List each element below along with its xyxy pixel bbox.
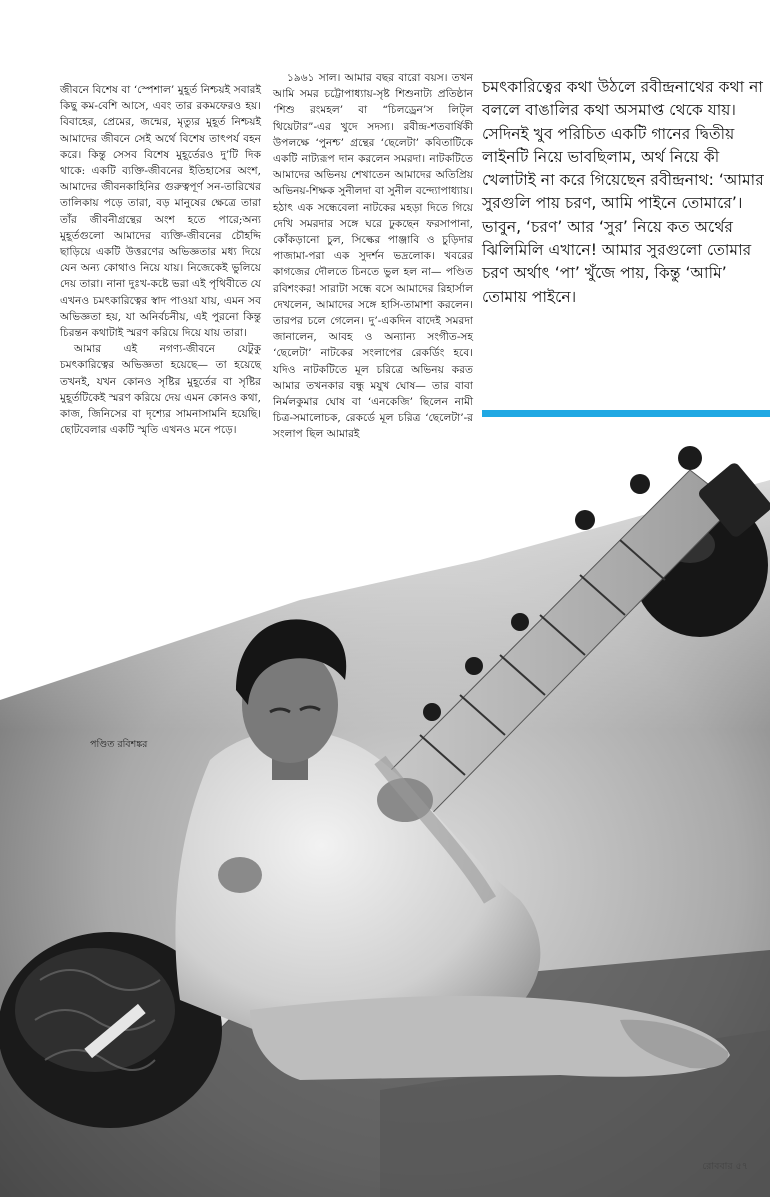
sitar-player-photo: [0, 400, 770, 1197]
pull-quote: চমৎকারিত্বের কথা উঠলে রবীন্দ্রনাথের কথা না বললে বাঙালির কথা অসমাপ্ত থেকে যায়। সেদিনই খুব পরিচিত একটি গানের দ্বিতীয় লাইনটি নিয়ে ভাবছিলাম, অর্থ নিয়ে কী খেলাটাই না করে গিয়েছেন রবীন্দ্রনাথ: ‘আমার সুরগুলি পায় চরণ, আমি পাইনে তোমারে’। ভাবুন, ‘চরণ’ আর ‘সুর’ নিয়ে কত অর্থের ঝিলিমিলি এখানে! আমার সুরগুলো তোমার চরণ অর্থাৎ ‘পা’ খুঁজে পায়, কিন্তু ‘আমি’ তোমায় পাইনে।: [482, 78, 764, 306]
article-paragraph: আমার এই নগণ্য-জীবনে যেটুকু চমৎকারিত্বের অভিজ্ঞতা হয়েছে— তা হয়েছে তখনই, যখন কোনও সৃষ্টির মুহূর্তের বা সৃষ্টির মুহূর্তটিকেই স্মরণ করিয়ে দেয় এমন কোনও কথা, কাজ, জিনিসের বা দৃশ্যের সামনাসামনি হয়েছি। ছোটবেলার একটি স্মৃতি এখনও মনে পড়ে।: [60, 343, 261, 437]
article-paragraph: জীবনে বিশেষ বা ‘স্পেশাল’ মুহূর্ত নিশ্চয়ই সবারই কিছু কম-বেশি আসে, এবং তার রকমফেরও হয়। বিবাহের, প্রেমের, জন্মের, মৃত্যুর মুহূর্ত নিশ্চয়ই আমাদের জীবনে সেই অর্থে বিশেষ তাৎপর্য বহন করে। কিন্তু সেসব বিশেষ মুহূর্তেরও দু’টি দিক থাকে: একটি ব্যক্তি-জীবনের ইতিহাসের অংশ, আমাদের জীবনকাহিনির গুরুত্বপূর্ণ সন-তারিখের তালিকায় পড়ে তারা, বড় মানুষের ক্ষেত্রে তারা তাঁর জীবনীগ্রন্থের অংশ হতে পারে;অন্য মুহূর্তগুলো আমাদের ব্যক্তি-জীবনের চৌহদ্দি ছাড়িয়ে একটি উত্তরণের অভিজ্ঞতার মধ্য দিয়ে যেন অন্য কোথাও নিয়ে যায়। নিজেকেই ভুলিয়ে দেয় তারা। নানা দুঃখ-কষ্টে ভরা এই পৃথিবীতে যে এখনও চমৎকারিত্বের স্বাদ পাওয়া যায়, এমন সব অভিজ্ঞতা হয়, যা অনির্বচনীয়, এই পুরনো কিন্তু চিরন্তন কথাটাই স্মরণ করিয়ে দিয়ে যায় তারা।: [60, 84, 261, 340]
accent-rule: [482, 410, 770, 417]
article-column-1: [60, 82, 261, 438]
article-column-2: [273, 70, 473, 443]
photo-caption: পণ্ডিত রবিশঙ্কর: [90, 739, 148, 750]
page-folio: রোববার ৫৭: [702, 1161, 748, 1172]
article-paragraph: ১৯৬১ সাল। আমার বছর বারো বয়স। তখন আমি সমর চট্টোপাধ্যায়-সৃষ্ট শিশুনাট্য প্রতিষ্ঠান ‘শিশু রংমহল’ বা “চিলড্রেন’স লিট্‌ল থিয়েটার”-এর খুদে সদস্য। রবীন্দ্র-শতবার্ষিকী উপলক্ষে ‘পুনশ্চ’ গ্রন্থের ‘ছেলেটা’ কবিতাটিকে একটি নাট্যরূপ দান করলেন সমরদা। নাটকটিতে আমাদের অভিনয় শেখাতেন আমাদের অতিপ্রিয় অভিনয়-শিক্ষক সুনীলদা বা সুনীল বন্দ্যোপাধ্যায়। হঠাৎ এক সন্ধেবেলা নাটকের মহড়া দিতে গিয়ে দেখি সমরদার সঙ্গে ঘরে ঢুকছেন ফরসাপানা, কোঁকড়ানো চুল, সিল্কের পাঞ্জাবি ও চুড়িদার পাজামা-পরা এক সুদর্শন ভদ্রলোক। খবরের কাগজের দৌলতে চিনতে ভুল হল না— পণ্ডিত রবিশংকর! সারাটা সন্ধে বসে আমাদের রিহার্সাল দেখলেন, আমাদের সঙ্গে হাসি-তামাশা করলেন। তারপর চলে গেলেন। দু’-একদিন বাদেই সমরদা জানালেন, আবহ ও অন্যান্য সংগীত-সহ ‘ছেলেটা’ নাটকের সংলাপের রেকর্ডিং হবে। যদিও নাটকটিতে মূল চরিত্রে অভিনয় করত আমার তখনকার বন্ধু মযুখ ঘোষ— তার বাবা নির্মলকুমার ঘোষ বা ‘এনকেজি’ ছিলেন নামী চিত্র-সমালোচক, রেকর্ডে মূল চরিত্র ‘ছেলেটা’-র সংলাপ ছিল আমারই: [273, 72, 473, 441]
